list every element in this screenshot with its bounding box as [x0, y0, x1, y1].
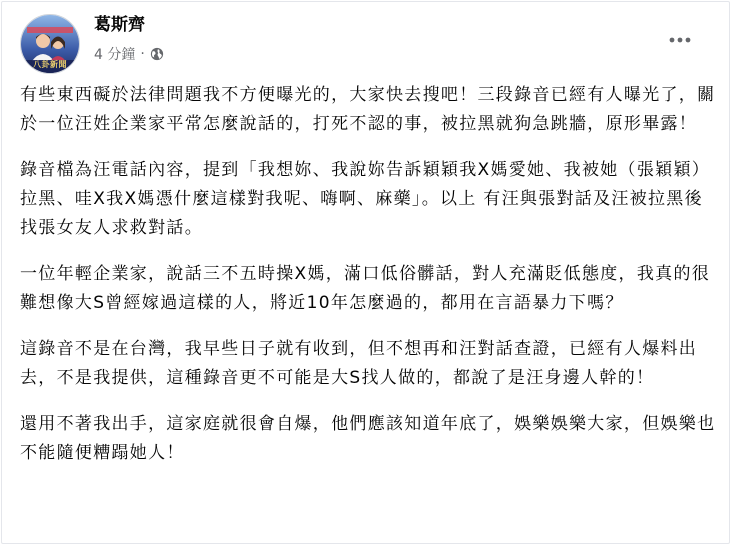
globe-icon[interactable] — [150, 47, 164, 61]
author-avatar[interactable] — [20, 14, 80, 74]
author-name[interactable]: 葛斯齊 — [94, 15, 145, 35]
meta-separator: · — [140, 46, 145, 62]
post-paragraph: 錄音檔為汪電話內容，提到「我想妳、我說妳告訴穎穎我X媽愛她、我被她（張穎穎）拉黑、哇X我X媽憑什麼這樣對我呢、嗨啊、麻藥」。以上 有汪與張對話及汪被拉黑後找張女友人求救對話。 — [20, 160, 711, 238]
more-options-button[interactable] — [662, 22, 698, 58]
post-timestamp[interactable]: 4 分鐘 — [94, 47, 136, 63]
avatar-caption: 八卦新聞 — [33, 60, 67, 69]
post-text — [20, 81, 720, 485]
more-options-icon — [669, 37, 691, 43]
post-paragraph: 這錄音不是在台灣，我早些日子就有收到，但不想再和汪對話查證，已經有人爆料出去，不是我提供，這種錄音更不可能是大S找人做的，都說了是汪身邊人幹的！ — [20, 339, 698, 388]
post-paragraph: 有些東西礙於法律問題我不方便曝光的，大家快去搜吧！三段錄音已經有人曝光了，關於一位汪姓企業家平常怎麼說話的，打死不認的事，被拉黑就狗急跳牆，原形畢露！ — [20, 85, 716, 134]
post-meta — [94, 44, 164, 64]
post-paragraph: 還用不著我出手，這家庭就很會自爆，他們應該知道年底了，娛樂娛樂大家，但娛樂也不能隨便糟蹋她人！ — [20, 414, 716, 463]
post-paragraph: 一位年輕企業家，說話三不五時操X媽，滿口低俗髒話，對人充滿貶低態度，我真的很難想像大S曾經嫁過這樣的人，將近10年怎麼過的，都用在言語暴力下嗎？ — [20, 264, 711, 313]
